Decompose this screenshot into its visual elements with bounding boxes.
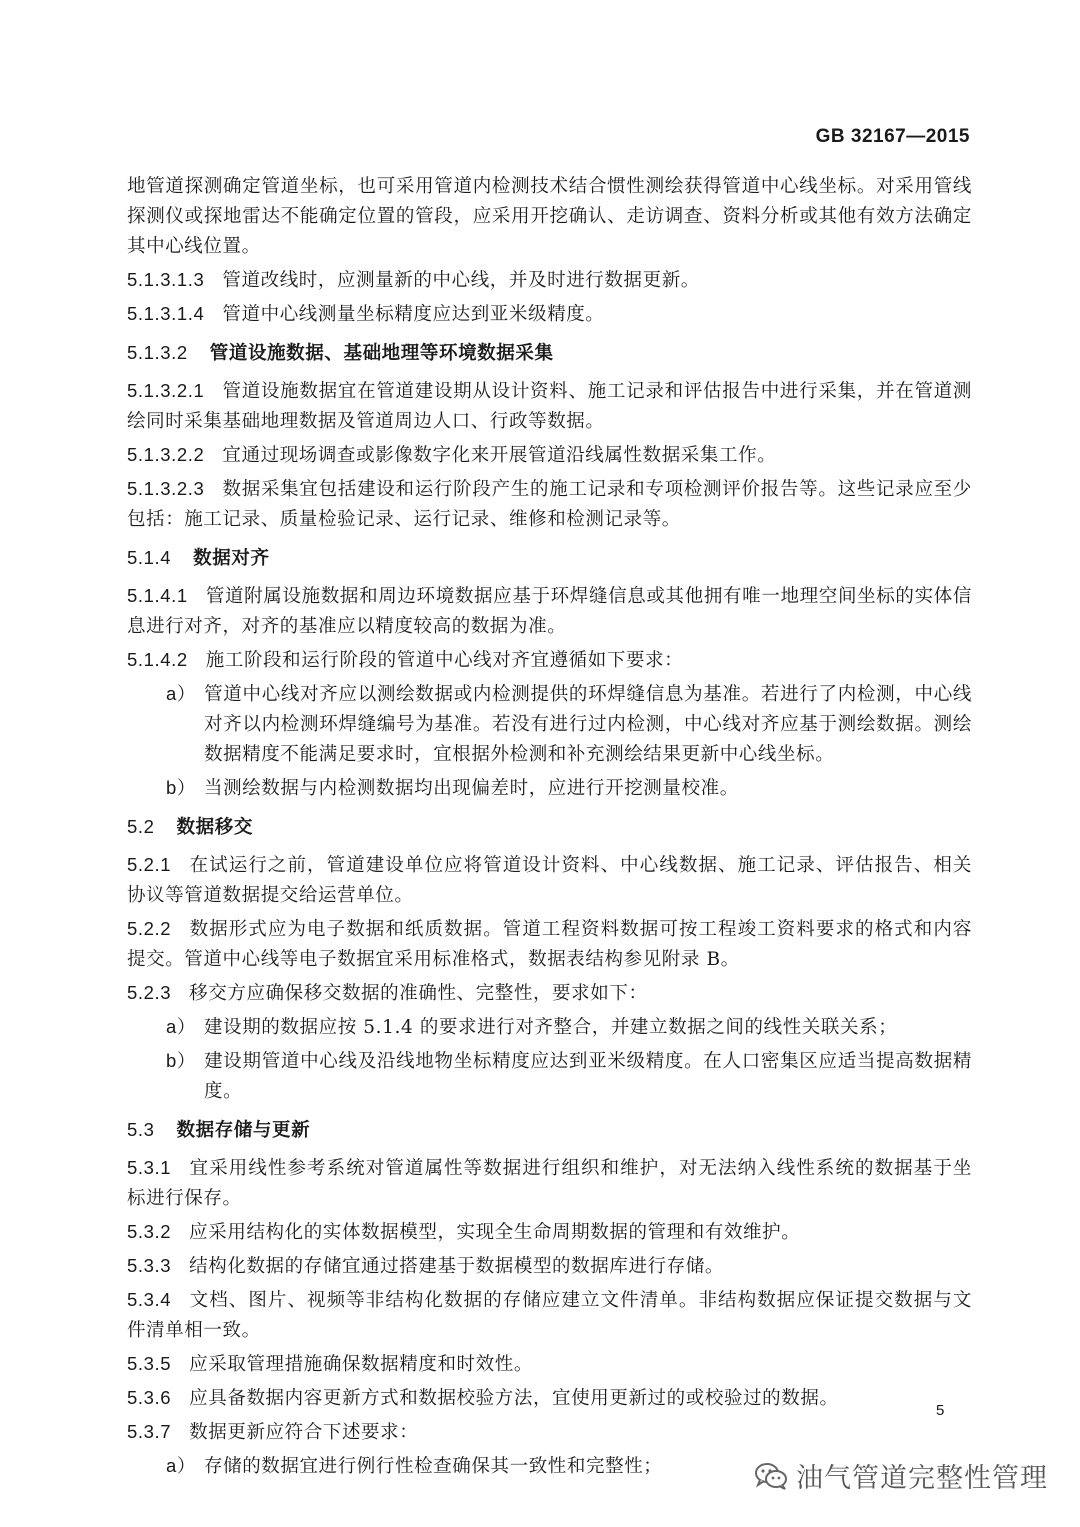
clause-text: 数据移交 — [176, 816, 253, 837]
clause-number: 5.2.1 — [127, 854, 172, 875]
list-label: a） — [166, 1016, 196, 1037]
wechat-icon — [754, 1461, 788, 1491]
clause-text: 管道设施数据、基础地理等环境数据采集 — [209, 342, 554, 363]
clause-text: 数据形式应为电子数据和纸质数据。管道工程资料数据可按工程竣工资料要求的格式和内容提交。管道中心线等电子数据宜采用标准格式，数据表结构参见附录 B。 — [127, 919, 972, 970]
clause-paragraph — [127, 978, 972, 1009]
clause-number: 5.2.3 — [127, 982, 172, 1003]
list-item — [166, 679, 972, 770]
page-number: 5 — [936, 1402, 945, 1419]
clause-text: 管道中心线对齐应以测绘数据或内检测提供的环焊缝信息为基准。若进行了内检测，中心线对齐以内检测环焊缝编号为基准。若没有进行过内检测，中心线对齐应基于测绘数据。测绘数据精度不能满足要求时，宜根据外检测和补充测绘结果更新中心线坐标。 — [204, 684, 972, 765]
clause-number: 5.3.5 — [127, 1353, 172, 1374]
clause-text: 施工阶段和运行阶段的管道中心线对齐宜遵循如下要求： — [205, 650, 684, 671]
clause-text: 建设期的数据应按 5.1.4 的要求进行对齐整合，并建立数据之间的线性关联关系； — [204, 1017, 898, 1038]
clause-number: 5.3.1 — [127, 1157, 172, 1178]
clause-paragraph — [127, 1153, 972, 1214]
watermark-text: 油气管道完整性管理 — [796, 1463, 1048, 1494]
clause-paragraph — [127, 474, 972, 535]
clause-text: 数据对齐 — [193, 547, 270, 568]
clause-paragraph — [127, 914, 972, 975]
clause-text: 应采用结构化的实体数据模型，实现全生命周期数据的管理和有效维护。 — [189, 1222, 801, 1243]
clause-number: 5.3 — [127, 1119, 155, 1140]
clause-number: 5.1.3.2.3 — [127, 478, 205, 499]
list-label: a） — [166, 683, 196, 704]
clause-paragraph — [127, 1417, 972, 1448]
section-heading — [127, 543, 972, 573]
clause-text: 数据存储与更新 — [176, 1119, 311, 1140]
clause-text: 宜采用线性参考系统对管道属性等数据进行组织和维护，对无法纳入线性系统的数据基于坐标进行保存。 — [127, 1158, 972, 1209]
clause-number: 5.3.3 — [127, 1255, 172, 1276]
clause-text: 管道附属设施数据和周边环境数据应基于环焊缝信息或其他拥有唯一地理空间坐标的实体信息进行对齐，对齐的基准应以精度较高的数据为准。 — [127, 586, 972, 637]
list-item — [166, 773, 972, 804]
clause-paragraph — [127, 172, 972, 262]
clause-number: 5.2 — [127, 816, 155, 837]
list-label: b） — [166, 777, 196, 798]
list-label: a） — [166, 1455, 196, 1476]
clause-number: 5.1.3.2.2 — [127, 444, 205, 465]
clause-number: 5.2.2 — [127, 918, 172, 939]
section-heading — [127, 812, 972, 842]
clause-text: 管道改线时，应测量新的中心线，并及时进行数据更新。 — [222, 270, 700, 291]
clause-number: 5.1.3.1.4 — [127, 303, 205, 324]
clause-paragraph — [127, 376, 972, 437]
clause-paragraph — [127, 1349, 972, 1380]
clause-text: 建设期管道中心线及沿线地物坐标精度应达到亚米级精度。在人口密集区应适当提高数据精度。 — [204, 1051, 972, 1102]
list-item — [166, 1012, 972, 1043]
standard-code: GB 32167—2015 — [815, 126, 970, 147]
clause-text: 应具备数据内容更新方式和数据校验方法，宜使用更新过的或校验过的数据。 — [189, 1388, 839, 1409]
clause-number: 5.1.3.2 — [127, 342, 188, 363]
clause-text: 在试运行之前，管道建设单位应将管道设计资料、中心线数据、施工记录、评估报告、相关协议等管道数据提交给运营单位。 — [127, 855, 972, 906]
section-heading — [127, 338, 972, 368]
list-label: b） — [166, 1050, 196, 1071]
list-item — [166, 1046, 972, 1107]
clause-number: 5.1.4.1 — [127, 585, 188, 606]
clause-paragraph — [127, 1285, 972, 1346]
watermark — [754, 1456, 1048, 1495]
clause-text: 应采取管理措施确保数据精度和时效性。 — [189, 1354, 533, 1375]
clause-paragraph — [127, 645, 972, 676]
clause-paragraph — [127, 581, 972, 642]
clause-text: 管道设施数据宜在管道建设期从设计资料、施工记录和评估报告中进行采集，并在管道测绘同时采集基础地理数据及管道周边人口、行政等数据。 — [127, 381, 972, 432]
clause-text: 移交方应确保移交数据的准确性、完整性，要求如下： — [189, 983, 648, 1004]
clause-number: 5.1.3.1.3 — [127, 269, 205, 290]
clause-text: 结构化数据的存储宜通过搭建基于数据模型的数据库进行存储。 — [189, 1256, 724, 1277]
clause-number: 5.1.4.2 — [127, 649, 188, 670]
clause-number: 5.3.7 — [127, 1421, 172, 1442]
clause-number: 5.1.4 — [127, 547, 172, 568]
clause-number: 5.3.2 — [127, 1221, 172, 1242]
clause-number: 5.3.4 — [127, 1289, 172, 1310]
clause-number: 5.3.6 — [127, 1387, 172, 1408]
clause-number: 5.1.3.2.1 — [127, 380, 205, 401]
clause-paragraph — [127, 299, 972, 330]
clause-paragraph — [127, 1383, 972, 1414]
clause-text: 文档、图片、视频等非结构化数据的存储应建立文件清单。非结构数据应保证提交数据与文件清单相一致。 — [127, 1290, 972, 1341]
clause-paragraph — [127, 1251, 972, 1282]
clause-text: 管道中心线测量坐标精度应达到亚米级精度。 — [222, 304, 605, 325]
clause-paragraph — [127, 265, 972, 296]
clause-paragraph — [127, 1217, 972, 1248]
clause-text: 当测绘数据与内检测数据均出现偏差时，应进行开挖测量校准。 — [204, 778, 739, 799]
clause-text: 数据采集宜包括建设和运行阶段产生的施工记录和专项检测评价报告等。这些记录应至少包括：施工记录、质量检验记录、运行记录、维修和检测记录等。 — [127, 479, 972, 530]
section-heading — [127, 1115, 972, 1145]
clause-text: 存储的数据宜进行例行性检查确保其一致性和完整性； — [204, 1456, 663, 1477]
clause-paragraph — [127, 850, 972, 911]
clause-text: 地管道探测确定管道坐标，也可采用管道内检测技术结合惯性测绘获得管道中心线坐标。对采用管线探测仪或探地雷达不能确定位置的管段，应采用开挖确认、走访调查、资料分析或其他有效方法确定其中心线位置。 — [127, 176, 972, 257]
document-body — [127, 172, 972, 1485]
clause-paragraph — [127, 440, 972, 471]
clause-text: 宜通过现场调查或影像数字化来开展管道沿线属性数据采集工作。 — [222, 445, 777, 466]
clause-text: 数据更新应符合下述要求： — [189, 1422, 419, 1443]
